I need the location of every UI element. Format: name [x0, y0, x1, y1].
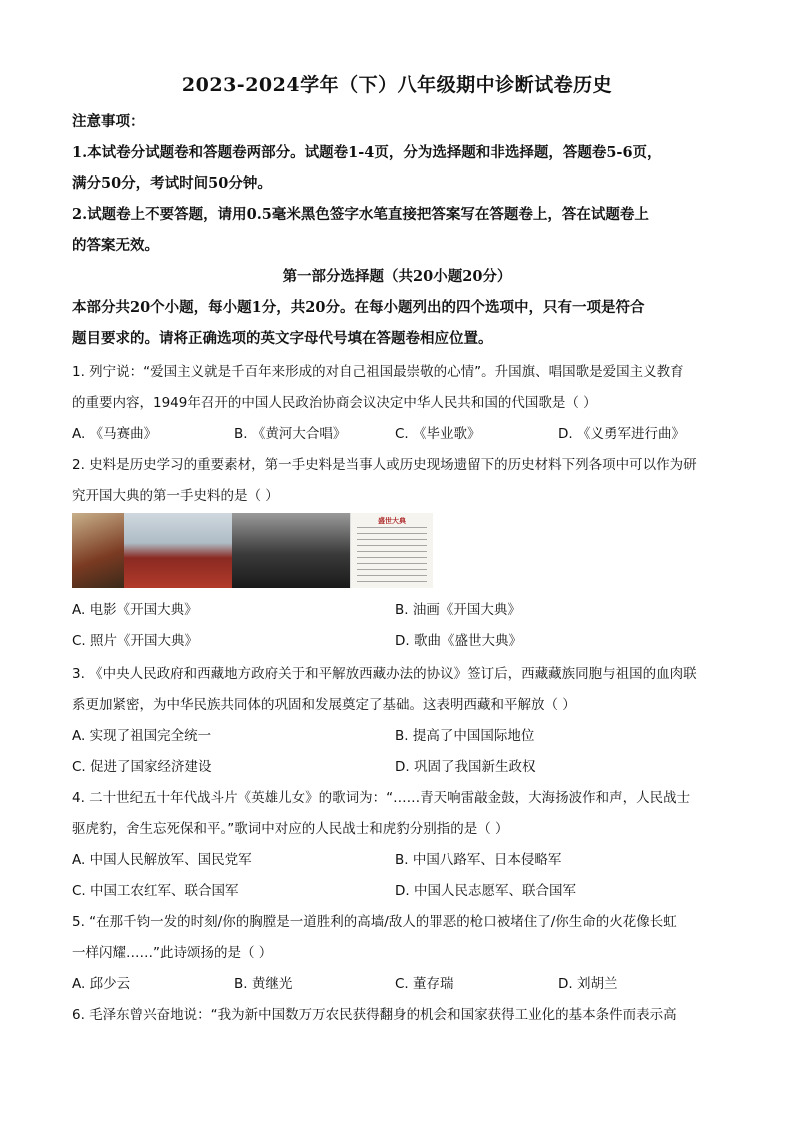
notes-line-2: 满分50分，考试时间50分钟。	[72, 175, 272, 192]
oil-painting-image	[124, 513, 232, 588]
q4-option-d: D. 中国人民志愿军、联合国军	[395, 883, 576, 899]
q2-image-strip	[72, 513, 433, 588]
q3-option-b: B. 提高了中国国际地位	[395, 728, 535, 744]
q1-line-2: 的重要内容，1949年召开的中国人民政治协商会议决定中华人民共和国的代国歌是（ ）	[72, 395, 597, 411]
q2-option-b: B. 油画《开国大典》	[395, 602, 521, 618]
q3-option-c: C. 促进了国家经济建设	[72, 759, 212, 775]
q5-option-d: D. 刘胡兰	[558, 976, 618, 992]
photo-image	[232, 513, 350, 588]
song-sheet-image	[350, 513, 433, 588]
notes-heading: 注意事项：	[72, 113, 145, 130]
q3-option-a: A. 实现了祖国完全统一	[72, 728, 212, 744]
q1-option-a: A. 《马赛曲》	[72, 426, 158, 442]
notes-line-4: 的答案无效。	[72, 237, 159, 254]
q3-option-d: D. 巩固了我国新生政权	[395, 759, 536, 775]
q5-line-2: 一样闪耀……”此诗颂扬的是（ ）	[72, 945, 273, 961]
q4-option-a: A. 中国人民解放军、国民党军	[72, 852, 252, 868]
q2-line-1: 2. 史料是历史学习的重要素材，第一手史料是当事人或历史现场遗留下的历史材料下列各项中可以作为研	[72, 457, 697, 473]
page-title: 2023-2024学年（下）八年级期中诊断试卷历史	[181, 74, 613, 96]
q4-line-2: 驱虎豹，舍生忘死保和平。”歌词中对应的人民战士和虎豹分别指的是（ ）	[72, 821, 509, 837]
q5-option-c: C. 董存瑞	[395, 976, 454, 992]
q3-line-2: 系更加紧密，为中华民族共同体的巩固和发展奠定了基础。这表明西藏和平解放（ ）	[72, 697, 576, 713]
q2-option-c: C. 照片《开国大典》	[72, 633, 199, 649]
q5-option-b: B. 黄继光	[234, 976, 293, 992]
q4-line-1: 4. 二十世纪五十年代战斗片《英雄儿女》的歌词为：“……青天响雷敲金鼓，大海扬波作和声，人民战士	[72, 790, 691, 806]
notes-line-1: 1.本试卷分试题卷和答题卷两部分。试题卷1-4页，分为选择题和非选择题，答题卷5-6页，	[72, 144, 662, 161]
q5-line-1: 5. “在那千钧一发的时刻/你的胸膛是一道胜利的高墙/敌人的罪恶的枪口被堵住了/你生命的火花像长虹	[72, 914, 677, 930]
q6-line-1: 6. 毛泽东曾兴奋地说：“我为新中国数万万农民获得翻身的机会和国家获得工业化的基本条件而表示高	[72, 1007, 677, 1023]
q1-option-d: D. 《义勇军进行曲》	[558, 426, 685, 442]
q3-line-1: 3. 《中央人民政府和西藏地方政府关于和平解放西藏办法的协议》签订后，西藏藏族同胞与祖国的血肉联	[72, 666, 697, 682]
q1-option-c: C. 《毕业歌》	[395, 426, 481, 442]
notes-line-3: 2.试题卷上不要答题，请用0.5毫米黑色签字水笔直接把答案写在答题卷上，答在试题卷上	[72, 206, 649, 223]
q1-option-b: B. 《黄河大合唱》	[234, 426, 347, 442]
section-desc-2: 题目要求的。请将正确选项的英文字母代号填在答题卷相应位置。	[72, 330, 493, 347]
film-poster-image	[72, 513, 124, 588]
q1-line-1: 1. 列宁说：“爱国主义就是千百年来形成的对自己祖国最崇敬的心情”。升国旗、唱国歌是爱国主义教育	[72, 364, 684, 380]
q5-option-a: A. 邱少云	[72, 976, 131, 992]
song-sheet-title: 盛世大典	[378, 516, 406, 525]
section-desc-1: 本部分共20个小题，每小题1分，共20分。在每小题列出的四个选项中，只有一项是符合	[72, 299, 645, 316]
q2-line-2: 究开国大典的第一手史料的是（ ）	[72, 488, 279, 504]
q2-option-a: A. 电影《开国大典》	[72, 602, 198, 618]
q4-option-b: B. 中国八路军、日本侵略军	[395, 852, 562, 868]
q4-option-c: C. 中国工农红军、联合国军	[72, 883, 239, 899]
section-heading: 第一部分选择题（共20小题20分）	[282, 268, 512, 285]
q2-option-d: D. 歌曲《盛世大典》	[395, 633, 522, 649]
